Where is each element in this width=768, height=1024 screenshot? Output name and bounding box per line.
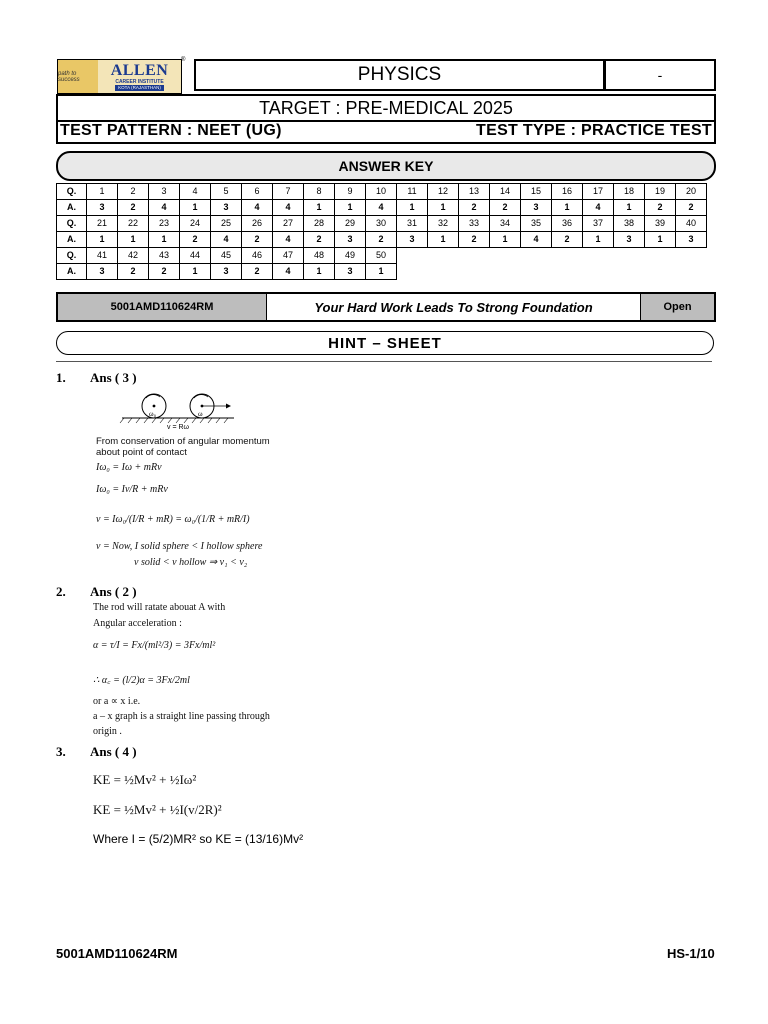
subject-side-cell: -	[604, 59, 716, 91]
question-number-cell: 8	[304, 184, 335, 200]
registered-mark: ®	[181, 57, 186, 63]
empty-cell	[521, 248, 552, 264]
answer-cell: 3	[521, 200, 552, 216]
info-strip	[56, 292, 716, 322]
question-number-cell: 45	[211, 248, 242, 264]
empty-cell	[552, 264, 583, 280]
question-number-cell: 31	[397, 216, 428, 232]
question-number-cell: 5	[211, 184, 242, 200]
answer-cell: 2	[552, 232, 583, 248]
hint-2-line-4: a – x graph is a straight line passing through	[93, 711, 270, 722]
hint-1-answer: Ans ( 3 )	[90, 370, 137, 385]
answer-cell: 3	[211, 200, 242, 216]
empty-cell	[459, 248, 490, 264]
hint-3-eq-1: KE = ½Mv² + ½Iω²	[93, 772, 197, 787]
answer-cell: 3	[87, 264, 118, 280]
logo-main: ALLEN	[110, 61, 169, 79]
answer-cell: 1	[552, 200, 583, 216]
answer-label: A.	[57, 200, 87, 216]
sphere-right-omega: ω	[198, 410, 203, 418]
question-number-cell: 30	[366, 216, 397, 232]
question-number-cell: 37	[583, 216, 614, 232]
question-number-cell: 12	[428, 184, 459, 200]
question-number-cell: 13	[459, 184, 490, 200]
question-number-cell: 27	[273, 216, 304, 232]
question-number-cell: 26	[242, 216, 273, 232]
empty-cell	[645, 248, 676, 264]
question-number-cell: 4	[180, 184, 211, 200]
answer-cell: 2	[304, 232, 335, 248]
question-number-cell: 34	[490, 216, 521, 232]
strip-status: Open	[640, 294, 714, 320]
subject-title: PHYSICS	[194, 59, 605, 91]
hint-2-eq-1: α = τ/I = Fx/(ml²/3) = 3Fx/ml²	[93, 640, 216, 651]
logo-tagline: path to success	[58, 70, 80, 83]
question-number-cell: 46	[242, 248, 273, 264]
question-number-cell: 44	[180, 248, 211, 264]
empty-cell	[614, 264, 645, 280]
target-title: TARGET : PRE-MEDICAL 2025	[259, 98, 513, 118]
answer-cell: 1	[180, 264, 211, 280]
question-number-cell: 41	[87, 248, 118, 264]
answer-cell: 1	[180, 200, 211, 216]
empty-cell	[521, 264, 552, 280]
answer-cell: 3	[397, 232, 428, 248]
answer-cell: 4	[366, 200, 397, 216]
footer-code: 5001AMD110624RM	[56, 946, 178, 961]
figure-v-label: v = Rω	[167, 424, 189, 430]
test-pattern: TEST PATTERN : NEET (UG)	[60, 122, 282, 139]
empty-cell	[676, 264, 707, 280]
question-number-cell: 28	[304, 216, 335, 232]
empty-cell	[459, 264, 490, 280]
hint-1-eq-2: Iω₀ = Iv/R + mRv	[96, 484, 168, 495]
question-number-cell: 20	[676, 184, 707, 200]
empty-cell	[676, 248, 707, 264]
rolling-spheres-figure	[118, 386, 238, 430]
empty-cell	[614, 248, 645, 264]
answer-row	[57, 264, 707, 280]
answer-cell: 2	[490, 200, 521, 216]
ground-hatch	[120, 418, 228, 423]
question-number-cell: 3	[149, 184, 180, 200]
hint-1-eq-1: Iω₀ = Iω + mRv	[96, 462, 162, 473]
answer-label: A.	[57, 264, 87, 280]
question-number-cell: 21	[87, 216, 118, 232]
empty-cell	[490, 248, 521, 264]
answer-cell: 1	[366, 264, 397, 280]
empty-cell	[645, 264, 676, 280]
answer-key-table	[56, 183, 707, 280]
strip-code: 5001AMD110624RM	[58, 294, 267, 320]
strip-motto: Your Hard Work Leads To Strong Foundation	[314, 299, 593, 315]
question-number-cell: 7	[273, 184, 304, 200]
question-row	[57, 248, 707, 264]
answer-cell: 3	[614, 232, 645, 248]
answer-cell: 4	[211, 232, 242, 248]
answer-cell: 1	[118, 232, 149, 248]
hint-3-eq-2: KE = ½Mv² + ½I(v/2R)²	[93, 802, 222, 817]
hint-1-number: 1.	[56, 370, 66, 385]
answer-cell: 2	[242, 232, 273, 248]
answer-cell: 1	[583, 232, 614, 248]
empty-cell	[397, 248, 428, 264]
hint-2-number: 2.	[56, 584, 66, 599]
answer-cell: 2	[676, 200, 707, 216]
answer-cell: 1	[428, 232, 459, 248]
answer-cell: 4	[273, 232, 304, 248]
answer-cell: 1	[304, 264, 335, 280]
empty-cell	[583, 264, 614, 280]
answer-cell: 3	[335, 232, 366, 248]
question-number-cell: 43	[149, 248, 180, 264]
hint-3-answer: Ans ( 4 )	[90, 744, 137, 759]
hint-3-number: 3.	[56, 744, 66, 759]
target-box	[56, 94, 716, 144]
page-number: HS-1/10	[667, 946, 715, 961]
question-number-cell: 15	[521, 184, 552, 200]
answer-label: A.	[57, 232, 87, 248]
answer-cell: 1	[645, 232, 676, 248]
answer-cell: 1	[149, 232, 180, 248]
question-number-cell: 29	[335, 216, 366, 232]
answer-cell: 4	[242, 200, 273, 216]
question-number-cell: 33	[459, 216, 490, 232]
answer-cell: 3	[335, 264, 366, 280]
answer-cell: 2	[149, 264, 180, 280]
answer-cell: 2	[242, 264, 273, 280]
answer-cell: 1	[397, 200, 428, 216]
question-number-cell: 10	[366, 184, 397, 200]
question-number-cell: 2	[118, 184, 149, 200]
question-number-cell: 42	[118, 248, 149, 264]
question-label: Q.	[57, 184, 87, 200]
question-number-cell: 36	[552, 216, 583, 232]
answer-cell: 1	[304, 200, 335, 216]
test-type: TEST TYPE : PRACTICE TEST	[476, 122, 712, 139]
hint-2-line-5: origin .	[93, 726, 122, 737]
question-label: Q.	[57, 216, 87, 232]
answer-cell: 2	[180, 232, 211, 248]
answer-cell: 3	[211, 264, 242, 280]
answer-cell: 1	[87, 232, 118, 248]
logo-text	[98, 63, 181, 91]
answer-cell: 2	[645, 200, 676, 216]
answer-cell: 2	[118, 264, 149, 280]
question-number-cell: 39	[645, 216, 676, 232]
section-divider	[56, 361, 712, 362]
answer-key-title: ANSWER KEY	[56, 151, 716, 181]
hint-2-line-1: The rod will ratate abouat A with	[93, 602, 226, 613]
hint-2-line-2: Angular acceleration :	[93, 618, 182, 629]
question-number-cell: 19	[645, 184, 676, 200]
hint-2-answer: Ans ( 2 )	[90, 584, 137, 599]
sphere-left-omega0: ω₀	[149, 410, 157, 418]
answer-cell: 2	[118, 200, 149, 216]
question-number-cell: 14	[490, 184, 521, 200]
question-number-cell: 32	[428, 216, 459, 232]
answer-cell: 3	[676, 232, 707, 248]
answer-cell: 3	[87, 200, 118, 216]
empty-cell	[490, 264, 521, 280]
answer-cell: 1	[614, 200, 645, 216]
hint-3-eq-3: Where I = (5/2)MR² so KE = (13/16)Mv²	[93, 832, 304, 846]
question-number-cell: 47	[273, 248, 304, 264]
answer-cell: 1	[490, 232, 521, 248]
answer-cell: 4	[149, 200, 180, 216]
hint-2-line-3: or a ∝ x i.e.	[93, 696, 141, 707]
logo-emblem	[58, 60, 98, 93]
answer-cell: 4	[273, 264, 304, 280]
question-row	[57, 216, 707, 232]
answer-cell: 2	[459, 232, 490, 248]
hint-1-eq-3: v = Iω₀/(I/R + mR) = ω₀/(1/R + mR/I)	[96, 514, 250, 525]
question-number-cell: 35	[521, 216, 552, 232]
question-number-cell: 40	[676, 216, 707, 232]
hint-sheet-title: HINT – SHEET	[56, 331, 714, 355]
question-number-cell: 9	[335, 184, 366, 200]
question-number-cell: 23	[149, 216, 180, 232]
hint-1-eq-5: v solid < v hollow ⇒ v₁ < v₂	[134, 557, 248, 568]
empty-cell	[397, 264, 428, 280]
empty-cell	[552, 248, 583, 264]
hint-2-eq-2: ∴ α꜀ = (l/2)α = 3Fx/2ml	[93, 675, 190, 686]
answer-cell: 2	[459, 200, 490, 216]
question-label: Q.	[57, 248, 87, 264]
answer-cell: 1	[428, 200, 459, 216]
question-number-cell: 11	[397, 184, 428, 200]
answer-cell: 4	[273, 200, 304, 216]
question-number-cell: 50	[366, 248, 397, 264]
question-number-cell: 38	[614, 216, 645, 232]
question-number-cell: 22	[118, 216, 149, 232]
empty-cell	[428, 248, 459, 264]
answer-cell: 4	[521, 232, 552, 248]
logo-kota: KOTA (RAJASTHAN)	[115, 85, 164, 91]
question-number-cell: 1	[87, 184, 118, 200]
question-number-cell: 25	[211, 216, 242, 232]
question-number-cell: 18	[614, 184, 645, 200]
hint-1-eq-4: v = Now, I solid sphere < I hollow sphere	[96, 541, 263, 552]
allen-logo	[57, 59, 182, 94]
answer-row	[57, 200, 707, 216]
question-number-cell: 17	[583, 184, 614, 200]
answer-cell: 4	[583, 200, 614, 216]
hint-1-line-1: From conservation of angular momentum	[96, 436, 270, 447]
question-number-cell: 49	[335, 248, 366, 264]
answer-row	[57, 232, 707, 248]
empty-cell	[583, 248, 614, 264]
question-number-cell: 24	[180, 216, 211, 232]
hint-1-line-2: about point of contact	[96, 447, 187, 458]
logo-sub: CAREER INSTITUTE	[115, 78, 164, 85]
answer-cell: 1	[335, 200, 366, 216]
question-row	[57, 184, 707, 200]
answer-cell: 2	[366, 232, 397, 248]
question-number-cell: 6	[242, 184, 273, 200]
question-number-cell: 48	[304, 248, 335, 264]
empty-cell	[428, 264, 459, 280]
question-number-cell: 16	[552, 184, 583, 200]
